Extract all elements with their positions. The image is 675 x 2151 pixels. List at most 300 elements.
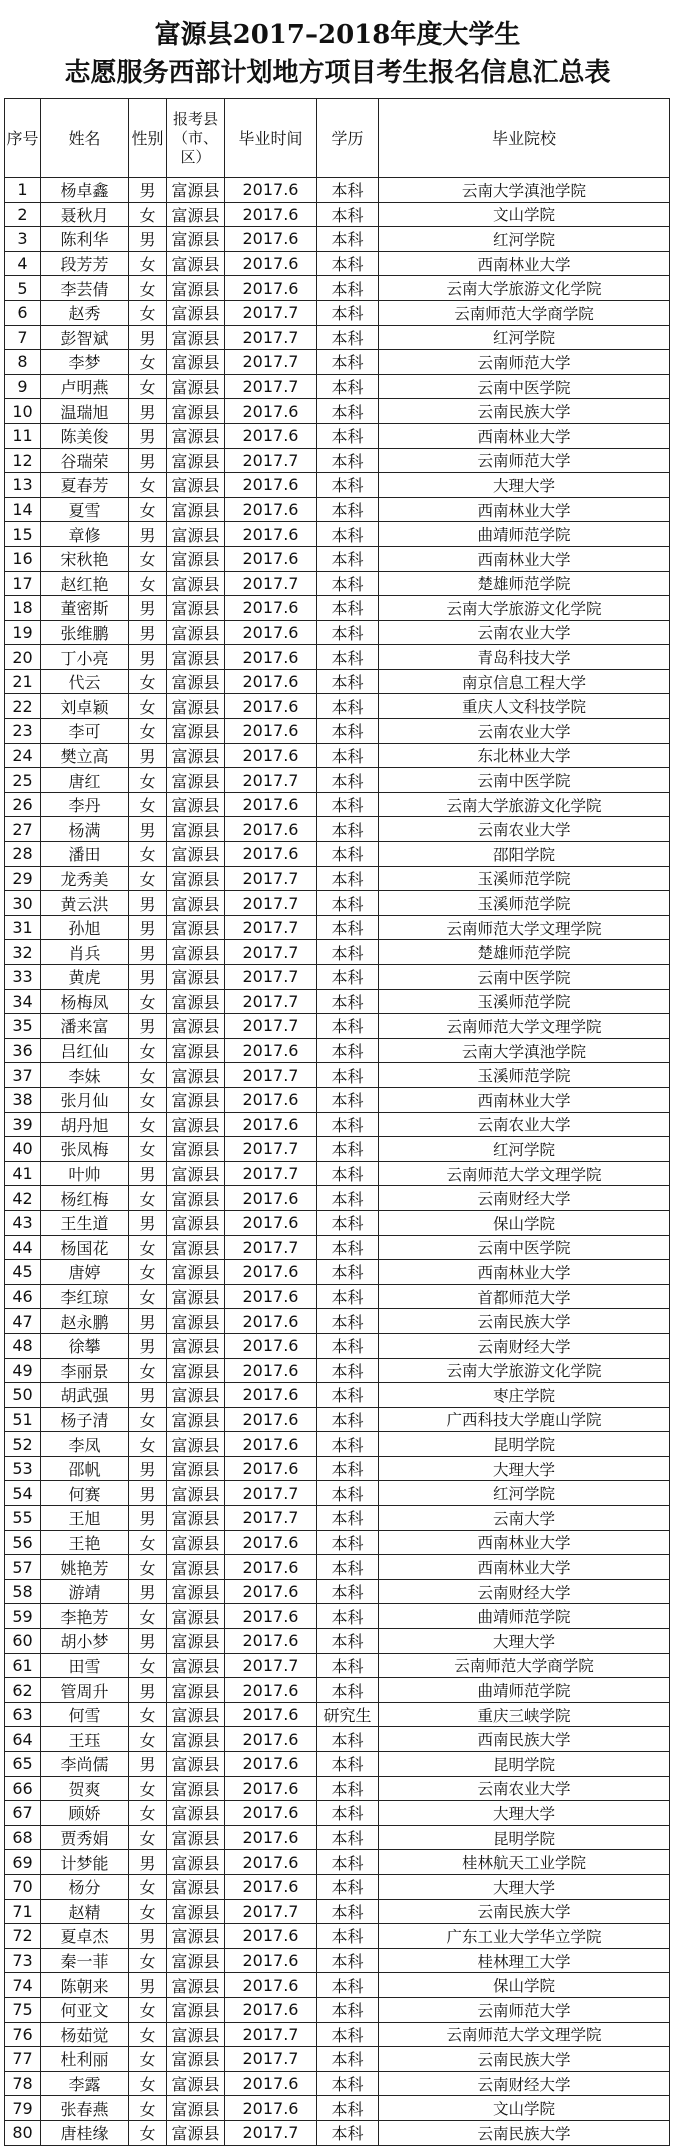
cell-region: 富源县 xyxy=(167,276,225,301)
cell-no: 46 xyxy=(5,1284,41,1309)
cell-college: 云南民族大学 xyxy=(379,2047,670,2072)
cell-no: 69 xyxy=(5,1850,41,1875)
cell-no: 70 xyxy=(5,1874,41,1899)
cell-college: 红河学院 xyxy=(379,325,670,350)
cell-gender: 女 xyxy=(129,497,167,522)
table-row xyxy=(5,1137,670,1162)
cell-grad-time: 2017.6 xyxy=(225,1432,317,1457)
cell-grad-time: 2017.7 xyxy=(225,989,317,1014)
cell-grad-time: 2017.6 xyxy=(225,596,317,621)
cell-no: 19 xyxy=(5,620,41,645)
cell-region: 富源县 xyxy=(167,1383,225,1408)
cell-degree: 本科 xyxy=(317,1432,379,1457)
cell-gender: 女 xyxy=(129,1260,167,1285)
cell-degree: 本科 xyxy=(317,1481,379,1506)
cell-region: 富源县 xyxy=(167,1752,225,1777)
table-row xyxy=(5,1210,670,1235)
table-row xyxy=(5,1629,670,1654)
cell-college: 云南民族大学 xyxy=(379,1899,670,1924)
cell-name: 刘卓颖 xyxy=(41,694,129,719)
cell-degree: 本科 xyxy=(317,768,379,793)
table-row xyxy=(5,1383,670,1408)
cell-no: 7 xyxy=(5,325,41,350)
table-row xyxy=(5,1530,670,1555)
cell-grad-time: 2017.7 xyxy=(225,915,317,940)
cell-degree: 本科 xyxy=(317,2120,379,2145)
table-row xyxy=(5,719,670,744)
cell-region: 富源县 xyxy=(167,645,225,670)
cell-region: 富源县 xyxy=(167,669,225,694)
cell-college: 云南大学旅游文化学院 xyxy=(379,276,670,301)
cell-grad-time: 2017.6 xyxy=(225,1752,317,1777)
cell-no: 27 xyxy=(5,817,41,842)
cell-region: 富源县 xyxy=(167,1284,225,1309)
cell-no: 56 xyxy=(5,1530,41,1555)
table-row xyxy=(5,1678,670,1703)
cell-college: 玉溪师范学院 xyxy=(379,891,670,916)
cell-gender: 女 xyxy=(129,1530,167,1555)
cell-region: 富源县 xyxy=(167,694,225,719)
cell-gender: 女 xyxy=(129,251,167,276)
cell-grad-time: 2017.7 xyxy=(225,2120,317,2145)
cell-no: 14 xyxy=(5,497,41,522)
cell-region: 富源县 xyxy=(167,1776,225,1801)
cell-no: 76 xyxy=(5,2022,41,2047)
cell-degree: 本科 xyxy=(317,1629,379,1654)
cell-grad-time: 2017.6 xyxy=(225,1186,317,1211)
cell-name: 夏雪 xyxy=(41,497,129,522)
table-row xyxy=(5,2096,670,2121)
cell-gender: 男 xyxy=(129,1481,167,1506)
table-row xyxy=(5,497,670,522)
cell-region: 富源县 xyxy=(167,817,225,842)
cell-gender: 男 xyxy=(129,522,167,547)
cell-no: 29 xyxy=(5,866,41,891)
cell-no: 73 xyxy=(5,1948,41,1973)
cell-college: 保山学院 xyxy=(379,1210,670,1235)
cell-degree: 本科 xyxy=(317,842,379,867)
cell-grad-time: 2017.6 xyxy=(225,1383,317,1408)
cell-college: 云南中医学院 xyxy=(379,374,670,399)
table-row xyxy=(5,1973,670,1998)
cell-no: 17 xyxy=(5,571,41,596)
cell-college: 云南师范大学文理学院 xyxy=(379,1161,670,1186)
cell-grad-time: 2017.6 xyxy=(225,719,317,744)
cell-grad-time: 2017.7 xyxy=(225,325,317,350)
cell-name: 代云 xyxy=(41,669,129,694)
cell-region: 富源县 xyxy=(167,743,225,768)
cell-no: 57 xyxy=(5,1555,41,1580)
table-row xyxy=(5,350,670,375)
cell-gender: 女 xyxy=(129,546,167,571)
cell-degree: 本科 xyxy=(317,1530,379,1555)
cell-name: 杨分 xyxy=(41,1874,129,1899)
cell-name: 李尚儒 xyxy=(41,1752,129,1777)
cell-no: 77 xyxy=(5,2047,41,2072)
cell-no: 47 xyxy=(5,1309,41,1334)
table-row xyxy=(5,1333,670,1358)
cell-no: 34 xyxy=(5,989,41,1014)
cell-region: 富源县 xyxy=(167,2047,225,2072)
table-row xyxy=(5,1014,670,1039)
cell-college: 云南中医学院 xyxy=(379,965,670,990)
cell-region: 富源县 xyxy=(167,399,225,424)
cell-region: 富源县 xyxy=(167,1579,225,1604)
cell-college: 首都师范大学 xyxy=(379,1284,670,1309)
cell-name: 唐红 xyxy=(41,768,129,793)
cell-degree: 本科 xyxy=(317,522,379,547)
header-no: 序号 xyxy=(5,99,41,178)
cell-region: 富源县 xyxy=(167,374,225,399)
cell-no: 8 xyxy=(5,350,41,375)
cell-no: 23 xyxy=(5,719,41,744)
cell-name: 杨卓鑫 xyxy=(41,178,129,203)
cell-college: 文山学院 xyxy=(379,2096,670,2121)
cell-region: 富源县 xyxy=(167,1530,225,1555)
cell-region: 富源县 xyxy=(167,1629,225,1654)
table-row xyxy=(5,792,670,817)
cell-grad-time: 2017.7 xyxy=(225,1899,317,1924)
cell-grad-time: 2017.7 xyxy=(225,891,317,916)
cell-gender: 女 xyxy=(129,1874,167,1899)
table-row xyxy=(5,1727,670,1752)
cell-region: 富源县 xyxy=(167,1506,225,1531)
cell-region: 富源县 xyxy=(167,620,225,645)
cell-no: 9 xyxy=(5,374,41,399)
cell-region: 富源县 xyxy=(167,2120,225,2145)
cell-name: 李芸倩 xyxy=(41,276,129,301)
cell-gender: 女 xyxy=(129,2047,167,2072)
cell-region: 富源县 xyxy=(167,1948,225,1973)
cell-name: 何亚文 xyxy=(41,1997,129,2022)
cell-degree: 本科 xyxy=(317,325,379,350)
cell-degree: 研究生 xyxy=(317,1702,379,1727)
cell-gender: 男 xyxy=(129,448,167,473)
cell-grad-time: 2017.6 xyxy=(225,620,317,645)
cell-gender: 女 xyxy=(129,768,167,793)
cell-no: 18 xyxy=(5,596,41,621)
table-row xyxy=(5,1161,670,1186)
table-row xyxy=(5,965,670,990)
table-row xyxy=(5,399,670,424)
cell-region: 富源县 xyxy=(167,1997,225,2022)
cell-college: 云南中医学院 xyxy=(379,768,670,793)
header-region: 报考县（市、区） xyxy=(167,99,225,178)
cell-college: 西南林业大学 xyxy=(379,423,670,448)
cell-college: 云南农业大学 xyxy=(379,719,670,744)
table-row xyxy=(5,1702,670,1727)
cell-college: 玉溪师范学院 xyxy=(379,989,670,1014)
cell-gender: 男 xyxy=(129,1850,167,1875)
cell-college: 西南林业大学 xyxy=(379,1087,670,1112)
cell-region: 富源县 xyxy=(167,1899,225,1924)
cell-name: 李梦 xyxy=(41,350,129,375)
cell-region: 富源县 xyxy=(167,1407,225,1432)
cell-grad-time: 2017.6 xyxy=(225,1530,317,1555)
cell-college: 云南师范大学商学院 xyxy=(379,1653,670,1678)
cell-name: 赵红艳 xyxy=(41,571,129,596)
cell-name: 杨红梅 xyxy=(41,1186,129,1211)
cell-no: 40 xyxy=(5,1137,41,1162)
cell-college: 云南师范大学文理学院 xyxy=(379,915,670,940)
cell-region: 富源县 xyxy=(167,350,225,375)
cell-no: 49 xyxy=(5,1358,41,1383)
cell-degree: 本科 xyxy=(317,546,379,571)
cell-degree: 本科 xyxy=(317,1801,379,1826)
cell-gender: 女 xyxy=(129,1112,167,1137)
cell-no: 32 xyxy=(5,940,41,965)
cell-gender: 女 xyxy=(129,1997,167,2022)
cell-no: 62 xyxy=(5,1678,41,1703)
cell-degree: 本科 xyxy=(317,1727,379,1752)
cell-no: 44 xyxy=(5,1235,41,1260)
cell-college: 西南林业大学 xyxy=(379,1555,670,1580)
cell-region: 富源县 xyxy=(167,1186,225,1211)
cell-no: 39 xyxy=(5,1112,41,1137)
cell-name: 潘来富 xyxy=(41,1014,129,1039)
cell-degree: 本科 xyxy=(317,1087,379,1112)
cell-college: 云南大学旅游文化学院 xyxy=(379,1358,670,1383)
cell-grad-time: 2017.6 xyxy=(225,399,317,424)
cell-no: 37 xyxy=(5,1063,41,1088)
cell-degree: 本科 xyxy=(317,989,379,1014)
cell-region: 富源县 xyxy=(167,1874,225,1899)
cell-gender: 男 xyxy=(129,399,167,424)
table-row xyxy=(5,1653,670,1678)
table-row xyxy=(5,1899,670,1924)
cell-degree: 本科 xyxy=(317,866,379,891)
table-row xyxy=(5,178,670,203)
table-row xyxy=(5,1358,670,1383)
cell-degree: 本科 xyxy=(317,1456,379,1481)
cell-college: 云南师范大学 xyxy=(379,1997,670,2022)
table-row xyxy=(5,1752,670,1777)
cell-degree: 本科 xyxy=(317,2047,379,2072)
cell-gender: 女 xyxy=(129,2120,167,2145)
cell-college: 云南民族大学 xyxy=(379,2120,670,2145)
cell-degree: 本科 xyxy=(317,669,379,694)
cell-no: 80 xyxy=(5,2120,41,2145)
cell-name: 邵帆 xyxy=(41,1456,129,1481)
cell-name: 何雪 xyxy=(41,1702,129,1727)
table-row xyxy=(5,1112,670,1137)
cell-grad-time: 2017.6 xyxy=(225,1629,317,1654)
cell-name: 李凤 xyxy=(41,1432,129,1457)
cell-region: 富源县 xyxy=(167,891,225,916)
cell-name: 贾秀娟 xyxy=(41,1825,129,1850)
cell-college: 云南财经大学 xyxy=(379,1579,670,1604)
cell-college: 邵阳学院 xyxy=(379,842,670,867)
cell-gender: 男 xyxy=(129,1456,167,1481)
cell-gender: 女 xyxy=(129,1948,167,1973)
table-row xyxy=(5,915,670,940)
cell-region: 富源县 xyxy=(167,1137,225,1162)
cell-degree: 本科 xyxy=(317,1333,379,1358)
cell-grad-time: 2017.7 xyxy=(225,965,317,990)
cell-region: 富源县 xyxy=(167,719,225,744)
cell-gender: 男 xyxy=(129,1629,167,1654)
cell-gender: 男 xyxy=(129,1383,167,1408)
cell-no: 28 xyxy=(5,842,41,867)
cell-grad-time: 2017.6 xyxy=(225,2071,317,2096)
cell-degree: 本科 xyxy=(317,2022,379,2047)
table-row xyxy=(5,1481,670,1506)
cell-degree: 本科 xyxy=(317,1874,379,1899)
table-row xyxy=(5,300,670,325)
table-row xyxy=(5,1063,670,1088)
table-row xyxy=(5,842,670,867)
cell-name: 张凤梅 xyxy=(41,1137,129,1162)
table-row xyxy=(5,1776,670,1801)
cell-gender: 男 xyxy=(129,1924,167,1949)
cell-grad-time: 2017.6 xyxy=(225,1997,317,2022)
cell-grad-time: 2017.6 xyxy=(225,669,317,694)
cell-degree: 本科 xyxy=(317,965,379,990)
cell-degree: 本科 xyxy=(317,1137,379,1162)
page-title-line2: 志愿服务西部计划地方项目考生报名信息汇总表 xyxy=(64,58,611,88)
cell-name: 杜利丽 xyxy=(41,2047,129,2072)
cell-no: 22 xyxy=(5,694,41,719)
cell-no: 50 xyxy=(5,1383,41,1408)
cell-grad-time: 2017.7 xyxy=(225,1137,317,1162)
cell-name: 吕红仙 xyxy=(41,1038,129,1063)
cell-region: 富源县 xyxy=(167,768,225,793)
cell-grad-time: 2017.6 xyxy=(225,694,317,719)
table-row xyxy=(5,1850,670,1875)
cell-college: 广西科技大学鹿山学院 xyxy=(379,1407,670,1432)
cell-college: 青岛科技大学 xyxy=(379,645,670,670)
cell-gender: 男 xyxy=(129,891,167,916)
page-title-line1: 富源县2017–2018年度大学生 xyxy=(154,20,521,50)
cell-grad-time: 2017.6 xyxy=(225,1038,317,1063)
cell-no: 54 xyxy=(5,1481,41,1506)
table-row xyxy=(5,473,670,498)
cell-gender: 女 xyxy=(129,276,167,301)
cell-degree: 本科 xyxy=(317,374,379,399)
cell-grad-time: 2017.6 xyxy=(225,1973,317,1998)
cell-grad-time: 2017.6 xyxy=(225,497,317,522)
cell-degree: 本科 xyxy=(317,178,379,203)
header-grad-time: 毕业时间 xyxy=(225,99,317,178)
table-row xyxy=(5,2047,670,2072)
cell-no: 48 xyxy=(5,1333,41,1358)
cell-gender: 女 xyxy=(129,350,167,375)
cell-grad-time: 2017.6 xyxy=(225,1358,317,1383)
cell-gender: 女 xyxy=(129,1727,167,1752)
cell-grad-time: 2017.6 xyxy=(225,423,317,448)
cell-college: 云南师范大学 xyxy=(379,448,670,473)
cell-no: 58 xyxy=(5,1579,41,1604)
cell-grad-time: 2017.6 xyxy=(225,1702,317,1727)
cell-no: 60 xyxy=(5,1629,41,1654)
cell-grad-time: 2017.6 xyxy=(225,792,317,817)
cell-college: 云南财经大学 xyxy=(379,1333,670,1358)
cell-name: 赵精 xyxy=(41,1899,129,1924)
cell-degree: 本科 xyxy=(317,1579,379,1604)
cell-name: 王生道 xyxy=(41,1210,129,1235)
cell-no: 16 xyxy=(5,546,41,571)
cell-college: 云南师范大学商学院 xyxy=(379,300,670,325)
cell-no: 3 xyxy=(5,227,41,252)
cell-gender: 男 xyxy=(129,1973,167,1998)
cell-college: 桂林理工大学 xyxy=(379,1948,670,1973)
table-row xyxy=(5,522,670,547)
cell-name: 张月仙 xyxy=(41,1087,129,1112)
cell-name: 李艳芳 xyxy=(41,1604,129,1629)
cell-grad-time: 2017.7 xyxy=(225,571,317,596)
table-row xyxy=(5,1284,670,1309)
cell-name: 王艳 xyxy=(41,1530,129,1555)
cell-name: 徐攀 xyxy=(41,1333,129,1358)
cell-college: 云南师范大学文理学院 xyxy=(379,2022,670,2047)
table-row xyxy=(5,1087,670,1112)
table-row xyxy=(5,546,670,571)
cell-grad-time: 2017.6 xyxy=(225,1678,317,1703)
cell-name: 张春燕 xyxy=(41,2096,129,2121)
cell-gender: 男 xyxy=(129,817,167,842)
cell-college: 云南农业大学 xyxy=(379,1776,670,1801)
cell-no: 5 xyxy=(5,276,41,301)
cell-name: 赵永鹏 xyxy=(41,1309,129,1334)
cell-degree: 本科 xyxy=(317,817,379,842)
cell-grad-time: 2017.6 xyxy=(225,1579,317,1604)
cell-degree: 本科 xyxy=(317,1924,379,1949)
cell-region: 富源县 xyxy=(167,1235,225,1260)
cell-grad-time: 2017.7 xyxy=(225,866,317,891)
cell-grad-time: 2017.7 xyxy=(225,1063,317,1088)
cell-gender: 女 xyxy=(129,1899,167,1924)
cell-region: 富源县 xyxy=(167,596,225,621)
cell-region: 富源县 xyxy=(167,571,225,596)
cell-grad-time: 2017.6 xyxy=(225,1284,317,1309)
cell-gender: 女 xyxy=(129,1137,167,1162)
cell-gender: 女 xyxy=(129,1087,167,1112)
cell-degree: 本科 xyxy=(317,1776,379,1801)
cell-region: 富源县 xyxy=(167,1333,225,1358)
table-row xyxy=(5,1874,670,1899)
cell-degree: 本科 xyxy=(317,1112,379,1137)
cell-region: 富源县 xyxy=(167,792,225,817)
cell-name: 夏春芳 xyxy=(41,473,129,498)
cell-region: 富源县 xyxy=(167,940,225,965)
table-row xyxy=(5,866,670,891)
cell-region: 富源县 xyxy=(167,1481,225,1506)
cell-gender: 女 xyxy=(129,792,167,817)
cell-college: 云南师范大学 xyxy=(379,350,670,375)
cell-degree: 本科 xyxy=(317,1161,379,1186)
cell-degree: 本科 xyxy=(317,719,379,744)
cell-degree: 本科 xyxy=(317,743,379,768)
header-name: 姓名 xyxy=(41,99,129,178)
table-row xyxy=(5,1038,670,1063)
cell-degree: 本科 xyxy=(317,1038,379,1063)
cell-grad-time: 2017.6 xyxy=(225,522,317,547)
cell-college: 西南林业大学 xyxy=(379,546,670,571)
table-row xyxy=(5,227,670,252)
registration-table xyxy=(4,98,670,2146)
table-row xyxy=(5,1997,670,2022)
cell-degree: 本科 xyxy=(317,423,379,448)
cell-degree: 本科 xyxy=(317,300,379,325)
cell-degree: 本科 xyxy=(317,399,379,424)
cell-no: 66 xyxy=(5,1776,41,1801)
cell-college: 玉溪师范学院 xyxy=(379,866,670,891)
cell-no: 42 xyxy=(5,1186,41,1211)
cell-college: 云南农业大学 xyxy=(379,620,670,645)
cell-college: 大理大学 xyxy=(379,473,670,498)
table-row xyxy=(5,1948,670,1973)
cell-region: 富源县 xyxy=(167,202,225,227)
